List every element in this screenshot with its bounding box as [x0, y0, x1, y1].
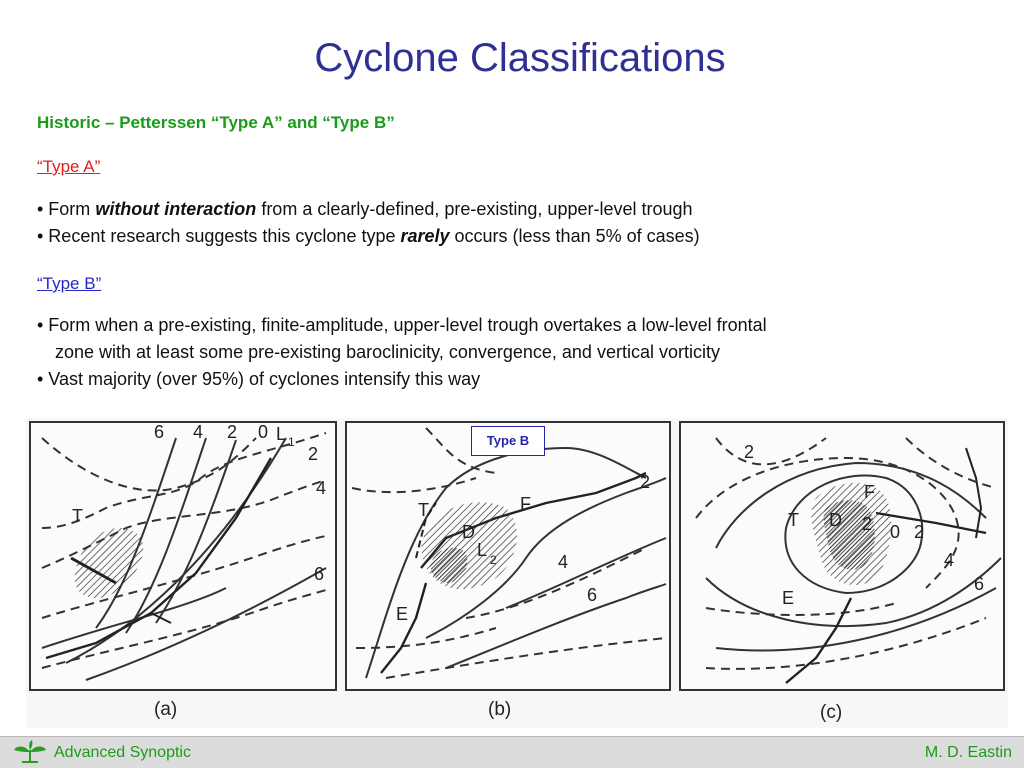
type-b-bullets	[37, 312, 767, 393]
panel-c-label-t: T	[788, 510, 799, 530]
panel-b-label-d: D	[462, 522, 475, 542]
type-b-badge: Type B	[471, 426, 545, 456]
panel-a-low-label: L	[276, 424, 287, 444]
panel-b-label-e: E	[396, 604, 409, 624]
panel-a-contour-label-4: 0	[258, 422, 269, 442]
page-title: Cyclone Classifications	[314, 36, 726, 80]
panel-c	[680, 422, 1004, 690]
section-subtitle: Historic – Petterssen “Type A” and “Type B”	[37, 113, 395, 132]
panel-b-label-l: L	[477, 540, 488, 560]
panel-c-label-d: D	[829, 510, 842, 530]
type-a-bullet-1-pre: • Form	[37, 199, 96, 219]
type-a-bullet-1-post: from a clearly-defined, pre-existing, upper-level trough	[256, 199, 693, 219]
cyclone-diagram-svg	[26, 418, 1008, 728]
slide-footer	[0, 736, 1024, 768]
type-b-bullet-1-line-1: • Form when a pre-existing, finite-amplitude, upper-level trough overtakes a low-level frontal	[37, 315, 767, 335]
type-a-heading: “Type A”	[37, 157, 101, 176]
panel-a-contour-label-2: 4	[193, 422, 204, 442]
panel-c-contour-label-4: 4	[944, 550, 955, 570]
panel-b-label-f: F	[520, 494, 531, 514]
panel-b-contour-label-1: 2	[640, 472, 651, 492]
type-a-bullet-2-emphasis: rarely	[400, 226, 450, 246]
panel-c-contour-label-1: 2	[744, 442, 755, 462]
type-a-bullet-2	[37, 223, 700, 250]
footer-course-name: Advanced Synoptic	[54, 744, 191, 761]
panel-a-low-subscript: 1	[288, 435, 295, 449]
panel-a-caption: (a)	[154, 699, 178, 720]
panel-c-contour-label-3: 2	[914, 522, 925, 542]
type-a-bullet-1-emphasis: without interaction	[95, 199, 257, 219]
type-a-bullet-2-pre: • Recent research suggests this cyclone type	[37, 226, 401, 246]
type-a-bullets	[37, 196, 700, 250]
panel-b-contour-label-3: 6	[587, 585, 598, 605]
type-b-bullet-2: • Vast majority (over 95%) of cyclones intensify this way	[37, 369, 481, 389]
panel-c-contour-label-2: 0	[890, 522, 901, 542]
type-b-bullet-1-line-2: zone with at least some pre-existing baroclinicity, convergence, and vertical vorticity	[55, 342, 720, 362]
panel-a-contour-label-3: 2	[227, 422, 238, 442]
panel-c-label-e: E	[782, 588, 795, 608]
panel-a-contour-label-1: 6	[154, 422, 165, 442]
panel-c-caption: (c)	[820, 702, 843, 723]
type-a-bullet-1	[37, 196, 700, 223]
panel-b-label-t: T	[418, 500, 429, 520]
panel-a-contour-label-6: 4	[316, 478, 327, 498]
panel-b	[346, 422, 670, 690]
panel-a-contour-label-5: 2	[308, 444, 319, 464]
plant-sprout-icon	[12, 740, 48, 769]
cyclone-diagram-figure	[26, 418, 1008, 728]
panel-c-label-2: 2	[862, 514, 873, 534]
footer-author: M. D. Eastin	[924, 744, 1012, 761]
panel-a	[30, 422, 336, 690]
type-b-heading: “Type B”	[37, 274, 102, 293]
panel-a-contour-label-7: 6	[314, 564, 325, 584]
panel-b-label-subscript: 2	[490, 553, 497, 567]
panel-a-trough-label: T	[72, 506, 83, 526]
type-a-bullet-2-post: occurs (less than 5% of cases)	[449, 226, 700, 246]
panel-c-label-f: F	[864, 482, 875, 502]
panel-c-contour-label-5: 6	[974, 574, 985, 594]
panel-b-contour-label-2: 4	[558, 552, 569, 572]
panel-b-caption: (b)	[488, 699, 512, 720]
